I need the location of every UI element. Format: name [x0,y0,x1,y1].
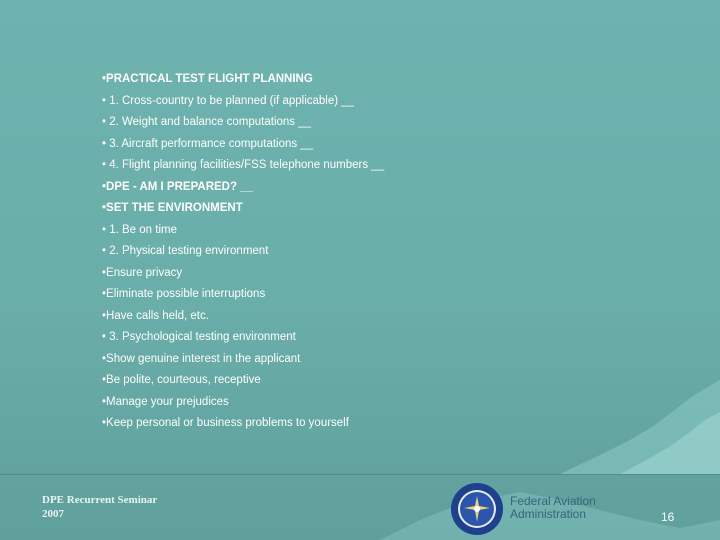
bullet-line: • 2. Weight and balance computations __ [102,116,312,128]
seminar-caption [42,493,157,521]
bullet-line: • 1. Cross-country to be planned (if applicable) __ [102,94,355,107]
seminar-year: 2007 [42,508,64,520]
bullet-line: •Have calls held, etc. [102,309,209,322]
agency-line-1: Federal Aviation [510,494,596,508]
bullet-line: •Eliminate possible interruptions [102,288,266,300]
footer-divider [0,474,720,475]
bullet-line: • 3. Psychological testing environment [102,331,296,343]
bullet-line: •Show genuine interest in the applicant [102,352,301,365]
bullet-line: •Keep personal or business problems to yourself [102,417,349,429]
seminar-title: DPE Recurrent Seminar [42,494,158,506]
bullet-line: •DPE - AM I PREPARED? __ [102,180,253,193]
bullet-line: •SET THE ENVIRONMENT [102,202,243,214]
bullet-line: • 1. Be on time [102,223,177,236]
bullet-line: •Be polite, courteous, receptive [102,374,261,386]
bullet-line: • 3. Aircraft performance computations __ [102,137,314,150]
agency-name [510,495,596,521]
bullet-line: •Manage your prejudices [102,395,229,408]
bullet-line: • 4. Flight planning facilities/FSS telephone numbers __ [102,159,385,171]
bullet-line: •PRACTICAL TEST FLIGHT PLANNING [102,73,313,85]
bullet-line: •Ensure privacy [102,266,183,279]
page-number: 16 [661,510,675,524]
bullet-line: • 2. Physical testing environment [102,245,269,257]
agency-line-2: Administration [510,507,587,521]
faa-seal-icon [450,482,504,536]
slide-content [102,72,662,438]
